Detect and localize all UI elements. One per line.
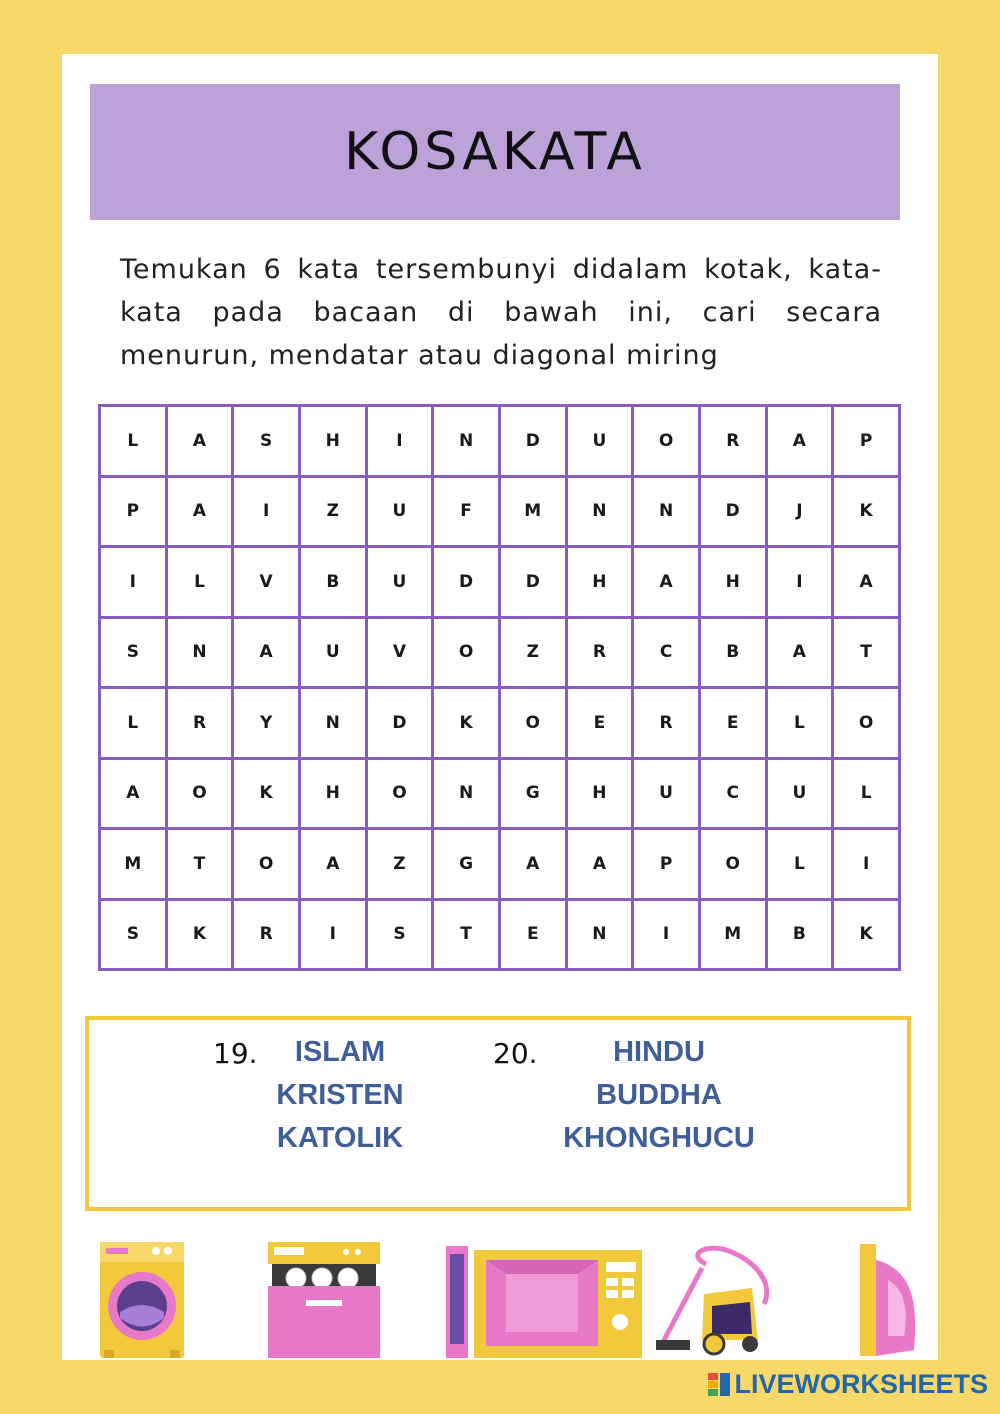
brand-name: LIVEWORKSHEETS: [734, 1369, 988, 1399]
grid-cell[interactable]: O: [233, 829, 300, 900]
grid-cell[interactable]: D: [499, 406, 566, 477]
grid-cell[interactable]: U: [366, 476, 433, 547]
grid-cell[interactable]: R: [566, 617, 633, 688]
grid-cell[interactable]: O: [833, 688, 900, 759]
grid-cell[interactable]: D: [499, 547, 566, 618]
grid-cell[interactable]: I: [100, 547, 167, 618]
grid-cell[interactable]: N: [633, 476, 700, 547]
grid-row: [100, 617, 900, 688]
grid-cell[interactable]: S: [100, 617, 167, 688]
grid-cell[interactable]: A: [233, 617, 300, 688]
grid-cell[interactable]: L: [100, 406, 167, 477]
grid-cell[interactable]: V: [366, 617, 433, 688]
grid-cell[interactable]: U: [633, 758, 700, 829]
grid-cell[interactable]: O: [433, 617, 500, 688]
grid-row: [100, 758, 900, 829]
grid-row: [100, 476, 900, 547]
grid-cell[interactable]: E: [566, 688, 633, 759]
grid-cell[interactable]: B: [699, 617, 766, 688]
answer-word[interactable]: HINDU: [613, 1036, 705, 1068]
grid-cell[interactable]: O: [633, 406, 700, 477]
grid-cell[interactable]: D: [366, 688, 433, 759]
grid-cell[interactable]: I: [833, 829, 900, 900]
grid-cell[interactable]: C: [699, 758, 766, 829]
grid-cell[interactable]: H: [299, 758, 366, 829]
grid-cell[interactable]: R: [166, 688, 233, 759]
grid-cell[interactable]: M: [699, 899, 766, 970]
instructions-text: Temukan 6 kata tersembunyi didalam kotak, kata-kata pada bacaan di bawah ini, cari secara menurun, mendatar atau diagonal miring: [120, 254, 882, 371]
grid-cell[interactable]: R: [633, 688, 700, 759]
grid-cell[interactable]: U: [566, 406, 633, 477]
grid-cell[interactable]: K: [833, 476, 900, 547]
grid-cell[interactable]: N: [299, 688, 366, 759]
grid-cell[interactable]: R: [233, 899, 300, 970]
grid-cell[interactable]: A: [766, 617, 833, 688]
grid-cell[interactable]: O: [366, 758, 433, 829]
grid-cell[interactable]: A: [633, 547, 700, 618]
grid-cell[interactable]: S: [366, 899, 433, 970]
grid-row: [100, 547, 900, 618]
grid-cell[interactable]: R: [699, 406, 766, 477]
iron-icon: [852, 1240, 922, 1360]
grid-cell[interactable]: N: [433, 406, 500, 477]
grid-cell[interactable]: L: [766, 829, 833, 900]
answer-number-20: 20.: [493, 1037, 538, 1070]
grid-cell[interactable]: B: [766, 899, 833, 970]
grid-cell[interactable]: G: [433, 829, 500, 900]
grid-cell[interactable]: F: [433, 476, 500, 547]
grid-cell[interactable]: C: [633, 617, 700, 688]
answer-word[interactable]: KRISTEN: [276, 1079, 404, 1111]
grid-cell[interactable]: K: [433, 688, 500, 759]
grid-cell[interactable]: P: [633, 829, 700, 900]
grid-cell[interactable]: P: [833, 406, 900, 477]
grid-cell[interactable]: O: [699, 829, 766, 900]
grid-cell[interactable]: N: [566, 899, 633, 970]
grid-cell[interactable]: A: [833, 547, 900, 618]
grid-cell[interactable]: S: [233, 406, 300, 477]
grid-cell[interactable]: I: [766, 547, 833, 618]
grid-cell[interactable]: Z: [366, 829, 433, 900]
grid-cell[interactable]: S: [100, 899, 167, 970]
grid-cell[interactable]: H: [299, 406, 366, 477]
answer-word[interactable]: KHONGHUCU: [563, 1122, 755, 1154]
grid-cell[interactable]: A: [566, 829, 633, 900]
grid-cell[interactable]: O: [499, 688, 566, 759]
grid-cell[interactable]: D: [699, 476, 766, 547]
grid-cell[interactable]: N: [566, 476, 633, 547]
grid-cell[interactable]: K: [233, 758, 300, 829]
grid-cell[interactable]: I: [366, 406, 433, 477]
grid-row: [100, 406, 900, 477]
grid-cell[interactable]: A: [166, 476, 233, 547]
answer-word[interactable]: BUDDHA: [596, 1079, 722, 1111]
grid-cell[interactable]: I: [299, 899, 366, 970]
grid-cell[interactable]: E: [499, 899, 566, 970]
grid-cell[interactable]: H: [566, 547, 633, 618]
grid-cell[interactable]: A: [100, 758, 167, 829]
grid-cell[interactable]: Z: [299, 476, 366, 547]
grid-row: [100, 829, 900, 900]
grid-cell[interactable]: T: [433, 899, 500, 970]
grid-cell[interactable]: K: [833, 899, 900, 970]
grid-cell[interactable]: Y: [233, 688, 300, 759]
grid-cell[interactable]: E: [699, 688, 766, 759]
grid-cell[interactable]: N: [433, 758, 500, 829]
grid-cell[interactable]: I: [633, 899, 700, 970]
page-title: KOSAKATA: [344, 122, 646, 182]
grid-cell[interactable]: L: [833, 758, 900, 829]
grid-cell[interactable]: T: [833, 617, 900, 688]
title-banner: [90, 84, 900, 220]
grid-cell[interactable]: D: [433, 547, 500, 618]
grid-row: [100, 688, 900, 759]
grid-cell[interactable]: N: [166, 617, 233, 688]
answer-number-19: 19.: [213, 1037, 258, 1070]
answer-word[interactable]: KATOLIK: [276, 1122, 404, 1154]
microwave-icon: [444, 1244, 644, 1360]
word-search-grid: [98, 404, 901, 971]
grid-cell[interactable]: B: [299, 547, 366, 618]
grid-cell[interactable]: Z: [499, 617, 566, 688]
grid-cell[interactable]: A: [299, 829, 366, 900]
grid-cell[interactable]: G: [499, 758, 566, 829]
grid-cell[interactable]: I: [233, 476, 300, 547]
liveworksheets-logo-icon: [708, 1373, 730, 1397]
answer-word[interactable]: ISLAM: [294, 1036, 386, 1068]
grid-cell[interactable]: U: [299, 617, 366, 688]
brand-logo: [708, 1369, 988, 1400]
grid-cell[interactable]: T: [166, 829, 233, 900]
grid-row: [100, 899, 900, 970]
grid-cell[interactable]: K: [166, 899, 233, 970]
grid-cell[interactable]: A: [499, 829, 566, 900]
grid-cell[interactable]: H: [699, 547, 766, 618]
grid-cell[interactable]: J: [766, 476, 833, 547]
grid-cell[interactable]: V: [233, 547, 300, 618]
grid-cell[interactable]: L: [766, 688, 833, 759]
grid-cell[interactable]: U: [366, 547, 433, 618]
grid-cell[interactable]: P: [100, 476, 167, 547]
washing-machine-icon: [98, 1240, 186, 1360]
grid-cell[interactable]: U: [766, 758, 833, 829]
grid-cell[interactable]: M: [499, 476, 566, 547]
grid-cell[interactable]: O: [166, 758, 233, 829]
grid-cell[interactable]: A: [766, 406, 833, 477]
vacuum-cleaner-icon: [656, 1244, 778, 1360]
grid-cell[interactable]: M: [100, 829, 167, 900]
grid-cell[interactable]: L: [100, 688, 167, 759]
grid-cell[interactable]: H: [566, 758, 633, 829]
grid-cell[interactable]: L: [166, 547, 233, 618]
dishwasher-icon: [266, 1240, 382, 1360]
grid-cell[interactable]: A: [166, 406, 233, 477]
